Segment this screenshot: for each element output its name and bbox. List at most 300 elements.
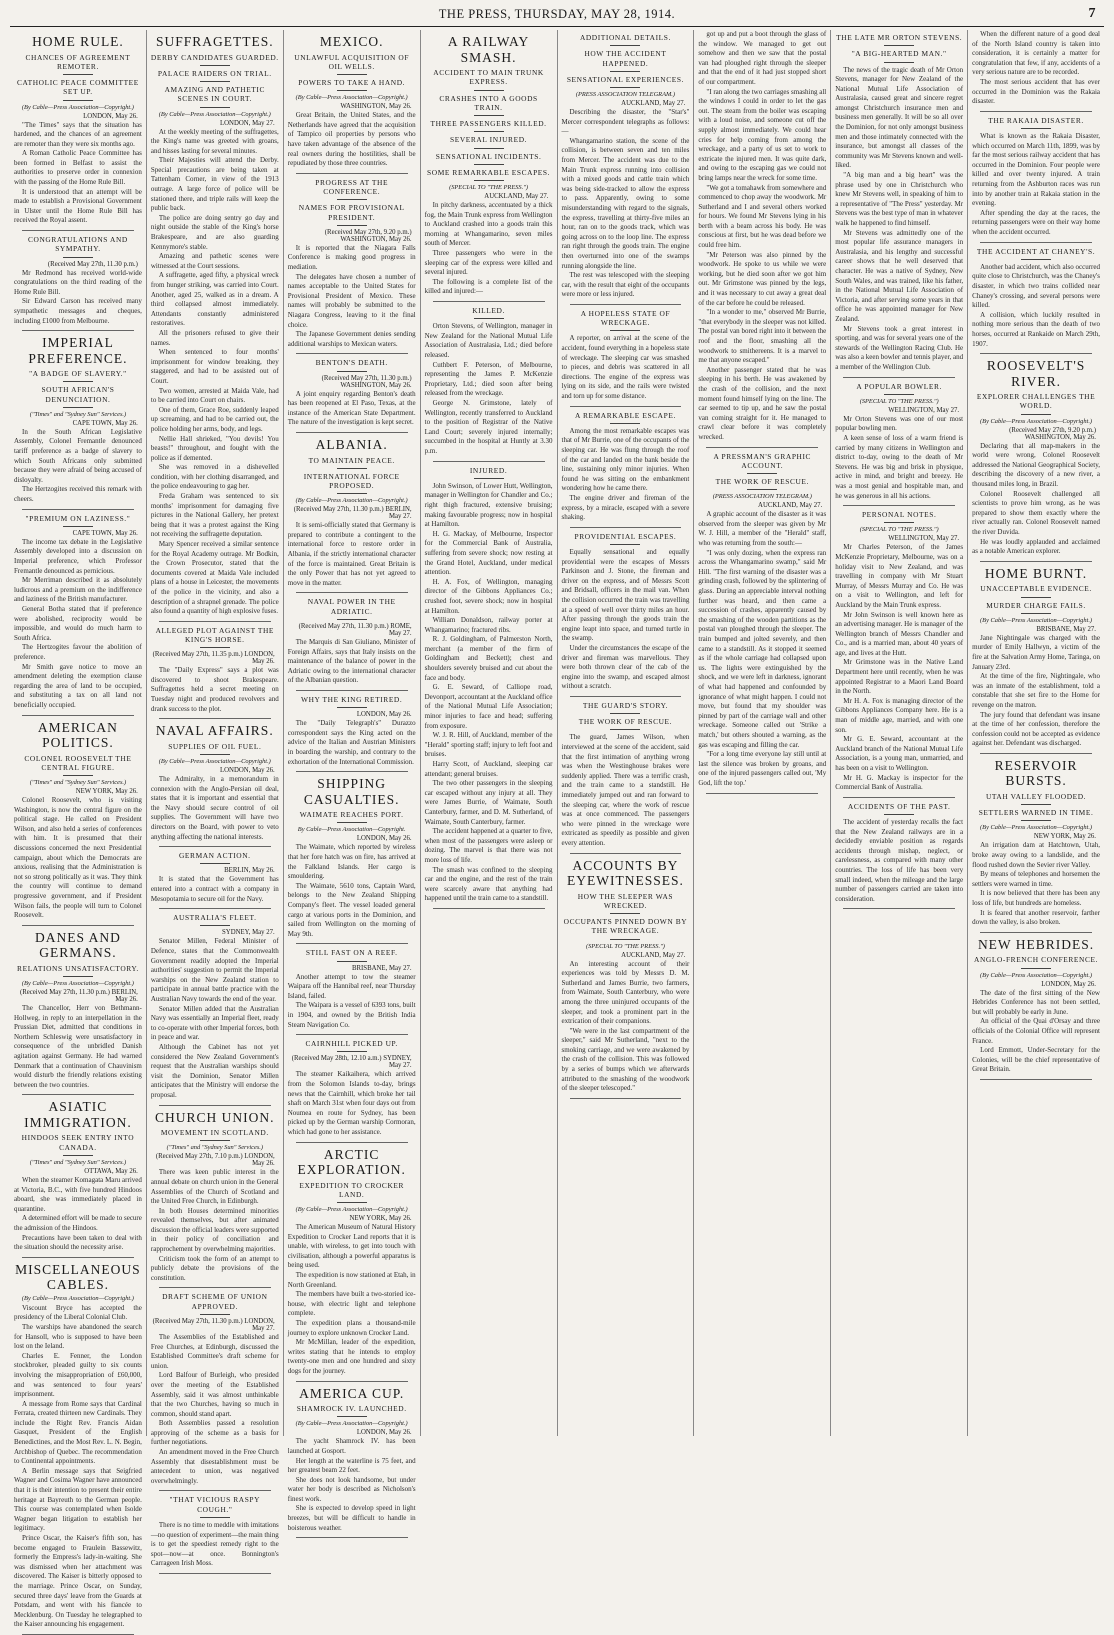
- article-paragraph: The accident of yesterday recalls the fact that the New Zealand railways are in a decidedly enviable position as regards accidents through mishap, neglect, or carelessness, as compared with many other countries. The loss of life has been very small indeed, when the mileage and the large number of passengers carried are taken into consideration.: [835, 818, 964, 903]
- article-paragraph: H. A. Fox, of Wellington, managing director of the Gibbons Appliances Co.; crushed foot, severe shock; now in hospital at Hamilton.: [424, 577, 553, 615]
- article-subheading: RELATIONS UNSATISFACTORY.: [17, 963, 139, 973]
- divider: [747, 473, 777, 474]
- article-subheading: ACCIDENT TO MAIN TRUNK EXPRESS.: [433, 68, 544, 87]
- article-paragraph: W. J. R. Hill, of Auckland, member of the "Herald" sporting staff; injury to left foot and bruises.: [424, 731, 553, 759]
- article-paragraph: H. G. Mackay, of Melbourne, Inspector for the Commercial Bank of Australia, suffering from severe shock; now resting at the Grand Hotel, Auckland, under medical attention.: [424, 529, 553, 577]
- article-paragraph: It is semi-officially stated that Germany is prepared to contribute a contingent to the international force to restore order in Albania, if the strictly international character of the force is maintained. Great Britain is the only Power that has not yet agreed to move in the matter.: [287, 521, 416, 587]
- article-separator: [980, 932, 1092, 933]
- article-separator: [433, 301, 545, 302]
- article-dateline: NEW YORK, May 26.: [349, 1215, 412, 1223]
- article: [972, 758, 1100, 933]
- article-subheading: HINDOOS SEEK ENTRY INTO CANADA.: [21, 1133, 135, 1152]
- article-paragraph: The Hertzogites received this remark with cheers.: [14, 485, 142, 504]
- article-separator: [22, 330, 134, 331]
- article-headline: AMERICA CUP.: [299, 1385, 405, 1401]
- article-paragraph: "I was only dozing, when the express ran across the Whangamarino swamp," said Mr Hill. "The first warning of the disaster was a grinding crash, followed by the splintering of glass. During an appreciable interval nothing further was heard, and then came a succession of crashes, apparently caused by the smashing of the wooden partitions as the postal van ploughed through the sleeper. The train bumped and jolted severely, and then came to a standstill. As it stopped it seemed as if the whole carriage had collapsed upon us. The lights were extinguished by the shock, and we were left in darkness, ignorant of what had happened and confounded by ignorance of what might happen. I could not move, but found that my shoulder was pinned by part of the carriage wall and other wreckage. Someone called out 'Strike a match,' but others shouted a warning, as the gas was escaping and filling the car.: [698, 548, 827, 749]
- article: [425, 306, 553, 462]
- article-credit: (By Cable—Press Association—Copyright.): [295, 1420, 408, 1428]
- divider: [747, 489, 777, 490]
- article-paragraph: A message from Rome says that Cardinal Ferrata, created thirteen new Cardinals. They include the Right Rev. Francis Aidan Gasquet, President of the English Benedictines, and the Most Rev. L. N. Begin, Archbishop of Quebec. The recommendation to Continental appointments.: [14, 1399, 142, 1466]
- article-credit: (SPECIAL TO "THE PRESS."): [859, 526, 939, 534]
- article-paragraph: Harry Scott, of Auckland, sleeping car attendant; general bruises.: [424, 760, 553, 778]
- article: [288, 178, 416, 355]
- article-headline: ARCTIC EXPLORATION.: [297, 1146, 406, 1178]
- article-paragraph: The Japanese Government denies sending additional warships to Mexican waters.: [287, 330, 416, 348]
- article-separator: [980, 1079, 1092, 1080]
- divider: [1021, 597, 1051, 598]
- article-paragraph: A determined effort will be made to secure the admission of the Hindoos.: [14, 1214, 142, 1232]
- article: [151, 913, 279, 1105]
- article-paragraph: "A big man and a big heart" was the phrase used by one in Christchurch who knew Mr Stevens well, in speaking of him to a representative of "The Press" yesterday. Mr Stevens was the best type of man in whatever walk he happened to find himself.: [835, 171, 964, 227]
- divider: [474, 115, 504, 116]
- article-paragraph: Her length at the waterline is 75 feet, and her greatest beam 22 feet.: [287, 1456, 416, 1475]
- article-dateline: AUCKLAND, May 27.: [621, 100, 686, 107]
- article-headline: NAVAL AFFAIRS.: [155, 723, 274, 739]
- article-paragraph: It is feared that another reservoir, farther down the valley, is also broken.: [972, 908, 1100, 927]
- article-subheading: DERBY CANDIDATES GUARDED.: [150, 52, 279, 62]
- article-paragraph: Precautions have been taken to deal with the situation should the necessity arise.: [14, 1233, 142, 1252]
- article-paragraph: The American Museum of Natural History Expedition to Crocker Land reports that it is unable, with wireless, to get into touch with civilisation, although a powerful apparatus is being used.: [287, 1223, 416, 1270]
- article: [562, 309, 690, 407]
- article-subheading: THREE PASSENGERS KILLED.: [430, 119, 547, 129]
- article-paragraph: Describing the disaster, the "Star's" Mercer correspondent telegraphs as follows:—: [561, 108, 690, 136]
- divider: [610, 45, 640, 46]
- article-paragraph: Cuthbert F. Peterson, of Melbourne, representing the James P. McKenzie Proprietary, Ltd.; died soon after being released from the wreckage.: [424, 360, 553, 398]
- article-separator: [22, 925, 134, 926]
- newspaper-columns: [10, 30, 1104, 1629]
- article: [288, 1039, 416, 1142]
- article-subheading: SENSATIONAL EXPERIENCES.: [566, 74, 685, 84]
- article-paragraph: Colonel Roosevelt challenged all scientists to prove him wrong, as he was prepared to show them exactly where the river actually ran. Colonel Roosevelt named the river Duvida.: [972, 489, 1100, 536]
- article-subheading: HOW THE SLEEPER WAS WRECKED.: [577, 891, 674, 910]
- article-paragraph: When the different nature of a good deal of the North Island country is taken into consideration, it is certainly a matter for congratulation that few, if any, accidents of a very serious nature are to be recorded.: [972, 30, 1100, 77]
- article-paragraph: Mr H. G. Mackay is inspector for the Commercial Bank of Australia.: [835, 773, 964, 792]
- article: [562, 532, 690, 697]
- article-paragraph: Equally sensational and equally providential were the escapes of Messrs Parkinson and J. Stone, the fireman and driver on the express, and of Messrs Scott and Bridsall, officers in the mail van. When the collision occurred the train was travelling at a speed of well over thirty miles an hour. After passing through the goods train the engine leapt into space, and turned turtle in the swamp.: [561, 547, 690, 643]
- article-separator: [159, 1573, 271, 1574]
- article: [698, 452, 826, 794]
- article-subheading: THE WORK OF RESCUE.: [715, 477, 809, 487]
- article-dateline: LONDON, May 26.: [83, 112, 138, 120]
- divider: [474, 478, 504, 479]
- article-subheading: SENSATIONAL INCIDENTS.: [435, 151, 542, 161]
- article: [151, 851, 279, 909]
- article-paragraph: There is no time to meddle with imitations—no question of experiment—the main thing is to get the speediest remedy right to the spot—now—at once. Bonnington's Carrageen Irish Moss.: [150, 1520, 279, 1568]
- newspaper-column: [831, 30, 968, 1436]
- article-headline: ASIATIC IMMIGRATION.: [24, 1099, 132, 1130]
- article-separator: [296, 690, 408, 691]
- article: [288, 1147, 416, 1382]
- article-separator: [296, 432, 408, 433]
- article-separator: [22, 1257, 134, 1258]
- article-credit: (PRESS ASSOCIATION TELEGRAM.): [712, 493, 812, 501]
- divider: [63, 526, 93, 527]
- article-paragraph: At the time of the fire, Nightingale, who was an inmate of the establishment, told a constable that she set fire to the Home for revenge on the matron.: [972, 672, 1100, 709]
- article-paragraph: The police are doing sentry go day and night outside the stable of the King's horse Brakespeare, and are also guarding Kennymore's stable.: [150, 213, 279, 251]
- article-paragraph: "We were in the last compartment of the sleeper," said Mr Sutherland, "next to the smoking carriage, and we were awakened by the crash of the collision. This was followed by a series of bumps which we afterwards attributed to the smashing of the woodwork of the sleeper telescoped.": [561, 1026, 690, 1093]
- article-dateline: (Received May 27th, 7.10 p.m.) LONDON, May 26.: [155, 1153, 275, 1168]
- article-paragraph: The Hertzogites favour the abolition of preference.: [14, 643, 142, 662]
- divider: [610, 87, 640, 88]
- article-subheading: "A BADGE OF SLAVERY.": [29, 369, 127, 379]
- article-subheading: OCCUPANTS PINNED DOWN BY THE WRECKAGE.: [563, 917, 688, 936]
- article: [698, 30, 826, 448]
- article-paragraph: Mr Smith gave notice to move an amendment deleting the exemption clause regarding the area of land to be occupied, and substituting a tax on all land not beneficially occupied.: [14, 662, 142, 709]
- article: [14, 335, 142, 510]
- article-paragraph: An amendment moved in the Free Church Assembly that disestablishment must be antecedent to union, was negatived overwhelmingly.: [150, 1448, 279, 1485]
- divider: [63, 976, 93, 977]
- article-paragraph: "Mr Peterson was also pinned by the woodwork. He spoke to us while we were working, but he died soon after we got him out. Mr Grimstone was pinned by the legs, and it was necessary to cut away a great deal of the car before he could be released.: [698, 250, 827, 307]
- article-credit: By Cable—Press Association—Copyright.: [297, 826, 406, 834]
- newspaper-column: [147, 30, 284, 1568]
- article-separator: [706, 447, 818, 448]
- article-separator: [296, 1034, 408, 1035]
- article-paragraph: The "Daily Express" says a plot was discovered to shoot Brakespeare. Suffragettes held a secret meeting on Tuesday night and produced revolvers and drank success to the plot.: [150, 666, 279, 713]
- article-dateline: BRISBANE, May 27.: [351, 964, 412, 972]
- article-separator: [570, 696, 682, 697]
- article-separator: [843, 377, 955, 378]
- article: [151, 34, 279, 622]
- article-credit: (By Cable—Press Association—Copyright.): [158, 758, 271, 766]
- article-separator: [296, 943, 408, 944]
- article-credit: (SPECIAL TO "THE PRESS."): [449, 184, 529, 192]
- article-dateline: (Received May 27th, 9.20 p.m.) WASHINGTON, May 26.: [1009, 426, 1096, 441]
- article: [14, 235, 142, 331]
- article-separator: [980, 242, 1092, 243]
- article-paragraph: Two women, arrested at Maida Vale, had to be carried into Court on chairs.: [150, 386, 279, 405]
- divider: [337, 74, 367, 75]
- divider: [337, 707, 367, 708]
- divider: [884, 394, 914, 395]
- divider: [200, 754, 230, 755]
- article-paragraph: Nellie Hall shrieked, "You devils! You beasts!" throughout, and fought with the police as if demented.: [150, 434, 279, 462]
- newspaper-column: [10, 30, 147, 1629]
- article-paragraph: Mary Spencer received a similar sentence for the Royal Academy outrage. Mr Bodkin, the Crown Prosecutor, stated that the documents covered at Maida Vale included plans of a house in Leicester, the movements of the police in the vicinity, and also a description of a shrapnel grenade. The police also found a quantity of high explosive fuses.: [150, 540, 279, 616]
- article: [972, 247, 1100, 355]
- newspaper-column: [558, 30, 695, 1436]
- article-paragraph: A keen sense of loss of a warm friend is carried by many citizens in Wellington and district to-day, owing to the death of Mr Stevens. He was big and brisk in physique, active in mind, and bright and breezy. He was a most genial and hospitable man, and he was generous in all his actions.: [835, 433, 964, 500]
- article-paragraph: The most serious accident that has ever occurred in the Dominion was the Rakaia disaster.: [972, 77, 1100, 106]
- article-paragraph: What is known as the Rakaia Disaster, which occurred on March 11th, 1899, was by far the most serious railway accident that has occurred in the Dominion. Four people were killed and over twenty injured. A train returning from the Ashburton races was run into by another train at Rakaia station in the evening.: [972, 132, 1100, 208]
- article-separator: [159, 1105, 271, 1106]
- article-paragraph: Mr Merriman described it as absolutely ludicrous and a premium on the indifference and laziness of the British manufacturer.: [14, 576, 142, 604]
- article-subheading: ACCIDENTS OF THE PAST.: [847, 801, 951, 811]
- divider: [63, 1155, 93, 1156]
- article-paragraph: G. E. Seward, of Calliope road, Devonport, accountant at the Auckland office of the National Mutual Life Association; minor injuries to face and head; suffering from exposure.: [424, 683, 553, 730]
- article-paragraph: "In a wonder to me," observed Mr Burrie, "that everybody in the sleeper was not killed. The postal van bored right into it between the roof and the floor, smashing all the woodwork to smithereens. It is a marvel to me that anyone escaped.": [698, 308, 827, 365]
- article-paragraph: Orton Stevens, of Wellington, manager in New Zealand for the National Mutual Life Association of Australasia, Ltd.; died before released.: [424, 322, 553, 359]
- article-subheading: PERSONAL NOTES.: [861, 510, 937, 520]
- article-subheading: STILL FAST ON A REEF.: [305, 948, 398, 958]
- article-paragraph: The news of the tragic death of Mr Orton Stevens, manager for New Zealand of the National Mutual Life Association of Australasia, caused great and sincere regret amongst Christchurch insurance men and business men generally. It will be so all over the Dominion, for not only amongst business men and those intimately connected with the insurance, but amongst all classes of the community was Mr Stevens known and well-liked.: [835, 65, 964, 170]
- article-paragraph: Charles E. Fenner, the London stockbroker, pleaded guilty to six counts involving the misappropriation of £60,000, and was sentenced to four years' imprisonment.: [14, 1351, 142, 1399]
- article: [14, 930, 142, 1096]
- article-paragraph: A graphic account of the disaster as it was observed from the sleeper was given by Mr W. J. Hill, a member of the "Herald" staff, who was returning from the south:—: [698, 510, 827, 548]
- article-subheading: UTAH VALLEY FLOODED.: [985, 791, 1087, 801]
- article-separator: [433, 908, 545, 909]
- article-subheading: WHY THE KING RETIRED.: [301, 694, 403, 704]
- article-separator: [296, 592, 408, 593]
- article: [835, 33, 963, 378]
- article-paragraph: The members have built a two-storied ice-house, with electric light and telephone complete.: [287, 1290, 416, 1318]
- article-paragraph: Mr Grimstone was in the Native Land Department here until recently, when he was appointed Registrar to a Maori Land Board in the North.: [835, 658, 964, 696]
- article-separator: [570, 853, 682, 854]
- divider: [200, 647, 230, 648]
- article-subheading: SEVERAL INJURED.: [450, 135, 528, 145]
- article: [562, 411, 690, 528]
- article-paragraph: A collision, which luckily resulted in nothing more serious than the death of two horses, occurred at Rankaide on March 29th, 1907.: [972, 310, 1100, 348]
- divider: [200, 1517, 230, 1518]
- article-separator: [706, 793, 818, 794]
- article-paragraph: At the weekly meeting of the suffragettes, the King's name was greeted with groans, and hisses lasting for several minutes.: [150, 127, 279, 155]
- article-paragraph: All the prisoners refused to give their names.: [150, 328, 279, 347]
- divider: [337, 619, 367, 620]
- article-separator: [570, 406, 682, 407]
- article-headline: NEW HEBRIDES.: [977, 936, 1095, 952]
- article-paragraph: The steamer Kaikaihera, which arrived from the Solomon Islands to-day, brings news that the Cairnhill, which broke her tail shaft on March 31st when four days out from Noumea en route for Sydney, has been picked up by the German warship Cormoran, which had gone to her assistance.: [287, 1070, 416, 1136]
- article-subheading: SHAMROCK IV. LAUNCHED.: [296, 1404, 407, 1414]
- article-paragraph: Lord Balfour of Burleigh, who presided over the meeting of the Established Assembly, said it was almost unthinkable that the two Churches, having so much in common, should stand apart.: [150, 1371, 279, 1418]
- article-separator: [159, 718, 271, 719]
- article-paragraph: The expedition is now stationed at Etah, in North Greenland.: [287, 1271, 416, 1289]
- article-headline: RESERVOIR BURSTS.: [994, 757, 1078, 789]
- article-paragraph: The Waimate, which reported by wireless that her fore hatch was on fire, has arrived at the Falkland Islands. Her cargo is smouldering.: [287, 843, 416, 881]
- article-dateline: AUCKLAND, May 27.: [758, 502, 823, 510]
- article-paragraph: Mr Stevens was admittedly one of the most popular life assurance managers in Australasia, and his lengthy and successful career shows that he well deserved that character. He was a native of Sydney, New South Wales, and was trained, like his father, in the National Mutual Life Association of Victoria, and after serving some years in that office he was appointed manager for New Zealand.: [835, 228, 964, 323]
- divider: [1021, 804, 1051, 805]
- article-headline: HOME BURNT.: [984, 565, 1088, 581]
- article-subheading: SUPPLIES OF OIL FUEL.: [168, 741, 262, 751]
- article-headline: ROOSEVELT'S RIVER.: [986, 358, 1086, 389]
- article-subheading: UNACCEPTABLE EVIDENCE.: [980, 584, 1092, 594]
- divider: [63, 100, 93, 101]
- article-separator: [433, 461, 545, 462]
- divider: [474, 90, 504, 91]
- divider: [337, 468, 367, 469]
- article-subheading: A REMARKABLE ESCAPE.: [574, 410, 676, 420]
- article-paragraph: He was loudly applauded and acclaimed as a notable American explorer.: [972, 537, 1100, 556]
- article-subheading: SOME REMARKABLE ESCAPES.: [427, 167, 551, 177]
- divider: [610, 544, 640, 545]
- article-credit: ("Times" and "Sydney Sun" Services.): [29, 779, 127, 787]
- article-subheading: BENTON'S DEATH.: [315, 358, 388, 368]
- divider: [200, 65, 230, 66]
- article-paragraph: An interesting account of their experiences was told by Messrs D. M. Sutherland and James Burrie, two farmers, from Waimate, South Canterbury, who were among the three uninjured occupants of the sleeper, and took a prominent part in the extrication of their companions.: [561, 959, 690, 1026]
- article-dateline: AUCKLAND, May 27.: [484, 193, 549, 201]
- article-credit: (By Cable—Press Association—Copyright.): [980, 417, 1093, 425]
- article-paragraph: The engine driver and fireman of the express, by a miracle, escaped with a severe shaking.: [561, 493, 690, 522]
- article-paragraph: Whangamarino station, the scene of the collision, is between seven and ten miles from Mercer. The accident was due to the Main Trunk express running into collision with a mixed goods and cattle train which was being side-tracked to allow the express to pass. Apparently, owing to some misunderstanding with regard to the signals, the express, travelling at thirty-five miles an hour, ran on to the goods track, which was going across on to the loop line. The express ran right through the goods train. The engine then overturned into one of the swamps running alongside the line.: [561, 136, 690, 270]
- article-paragraph: Amazing and pathetic scenes were witnessed at the Court sessions.: [150, 252, 279, 270]
- article-subheading: GERMAN ACTION.: [178, 851, 251, 861]
- article-paragraph: The Marquis di San Giuliano, Minister of Foreign Affairs, says that Italy insists on the maintenance of the balance of power in the Adriatic owing to the international character of the Albanian question.: [287, 637, 416, 685]
- divider: [610, 913, 640, 914]
- article-paragraph: Both Assemblies passed a resolution approving of the scheme as a basis for further negotiations.: [150, 1419, 279, 1447]
- divider: [474, 318, 504, 319]
- article-subheading: DRAFT SCHEME OF UNION APPROVED.: [162, 1292, 268, 1311]
- article-paragraph: It is stated that the Government has entered into a contract with a company in Mesopotamia to secure oil for the Navy.: [150, 875, 279, 903]
- divider: [474, 164, 504, 165]
- article-paragraph: The accident happened at a quarter to five, when most of the passengers were asleep or dozing. The marvel is that there was not more loss of life.: [424, 827, 553, 864]
- article-separator: [980, 353, 1092, 354]
- divider: [1021, 414, 1051, 415]
- article-dateline: CAPE TOWN, May 26.: [72, 419, 138, 427]
- article-paragraph: The warships have abandoned the search for Hansoll, who is supposed to have been lost on the Ieland.: [14, 1322, 142, 1351]
- article-separator: [22, 230, 134, 231]
- article: [972, 566, 1100, 754]
- article-headline: HOME RULE.: [32, 34, 124, 49]
- divider: [1021, 259, 1051, 260]
- article-credit: (By Cable—Press Association—Copyright.): [21, 103, 134, 111]
- article-headline: CHURCH UNION.: [155, 1109, 275, 1125]
- article-paragraph: Prince Oscar, the Kaiser's fifth son, has become engaged to Fraulein Bassewitz, formerly the Empress's lady-in-waiting. She was dismissed when her attachment was discovered. The Kaiser is bitterly opposed to the marriage. Prince Oscar, on Sunday, secured three days' leave from the Guards at Potsdam, and went with his fiancée to Mecklenburg. On Tuesday he telegraphed to the Kaiser announcing his engagement.: [14, 1534, 142, 1629]
- divider: [474, 180, 504, 181]
- article-subheading: AUSTRALIA'S FLEET.: [173, 913, 257, 923]
- article-separator: [980, 561, 1092, 562]
- article: [425, 466, 553, 909]
- article-paragraph: Among the most remarkable escapes was that of Mr Burrie, one of the occupants of the sleeping car. He was flung through the roof of the car and landed on the bank beside the line, sustaining only minor injuries. When found he was sitting on the embankment wondering how he came there.: [561, 426, 690, 493]
- divider: [337, 90, 367, 91]
- article: [14, 1099, 142, 1257]
- article-subheading: "A BIG-HEARTED MAN.": [851, 49, 947, 59]
- article-paragraph: The guard, James Wilson, when interviewed at the scene of the accident, said that the first intimation of anything wrong was when the Westinghouse brakes were suddenly applied. There was a terrific crash, and the train came to a standstill. He immediately jumped out and ran forward to the sleeping car, where the work of rescue was at once commenced. The passengers who were pinned in the wreckage were extricated as speedily as possible and given every attention.: [561, 733, 690, 847]
- article-credit: (By Cable—Press Association—Copyright.): [21, 1294, 134, 1302]
- divider: [63, 74, 93, 75]
- article-subheading: ANGLO-FRENCH CONFERENCE.: [974, 955, 1099, 965]
- article-credit: (SPECIAL TO "THE PRESS."): [859, 397, 939, 405]
- article-headline: AMERICAN POLITICS.: [37, 719, 118, 751]
- divider: [610, 713, 640, 714]
- article-subheading: PALACE RAIDERS ON TRIAL.: [157, 68, 272, 78]
- article-paragraph: Mr Charles Peterson, of the James McKenzie Proprietary, Melbourne, was on a holiday visit to New Zealand, and was travelling in company with Mr Stuart Murray, of Messrs Murray and Co. He was on a visit to Wellington, and left for Auckland by the Main Trunk express.: [835, 543, 964, 609]
- article-dateline: (Received May 27th, 11.30 p.m.) LONDON, May 27.: [152, 1317, 275, 1332]
- article-credit: ("Times" and "Sydney Sun" Services.): [166, 1144, 264, 1152]
- article-paragraph: got up and put a boot through the glass of the window. We managed to get out somehow and then we saw that the postal van had ploughed right through the sleeper and that the end of it had just stopped short of our compartment.: [698, 30, 827, 86]
- article-subheading: THE LATE MR ORTON STEVENS.: [836, 33, 963, 42]
- article-subheading: "THAT VICIOUS RASPY COUGH.": [169, 1495, 261, 1514]
- article-separator: [980, 753, 1092, 754]
- article-credit: (By Cable—Press Association—Copyright.): [980, 616, 1093, 624]
- article-credit: (By Cable—Press Association—Copyright.): [295, 94, 408, 102]
- divider: [610, 939, 640, 940]
- article: [151, 1495, 279, 1573]
- article-subheading: "PREMIUM ON LAZINESS.": [25, 513, 131, 523]
- article-paragraph: A reporter, on arrival at the scene of the accident, found everything in a hopeless state of wreckage. The sleeping car was smashed to pieces, and debris was scattered in all directions. The engine of the express was lying on its side, and the rails were twisted and torn up for some distance.: [561, 334, 690, 400]
- divider: [884, 45, 914, 46]
- article: [425, 34, 553, 302]
- article-subheading: THE ACCIDENT AT CHANEY'S.: [976, 246, 1096, 256]
- article-paragraph: The Chancellor, Herr von Bethmann-Hollweg, in reply to an interpellation in the Prussian Diet, admitted that conditions in Northern Schleswig were unsatisfactory in consequence of the unbridled Danish agitation against Germany. He had warned Denmark that a continuation of Chauvinism would disturb the friendly relations existing between the two countries.: [14, 1004, 142, 1089]
- divider: [200, 863, 230, 864]
- article-paragraph: The Waimate, 5610 tons, Captain Ward, belongs to the New Zealand Shipping Company's fleet. The vessel loaded general cargo at various ports in the Dominion, and sailed from Wellington on the morning of May 9th.: [287, 881, 416, 938]
- divider: [200, 1140, 230, 1141]
- newspaper-column: [694, 30, 831, 1436]
- divider: [610, 729, 640, 730]
- article-paragraph: The expedition plans a thousand-mile journey to explore unknown Crocker Land.: [287, 1319, 416, 1337]
- divider: [474, 131, 504, 132]
- article-headline: SUFFRAGETTES.: [155, 34, 274, 49]
- divider: [200, 925, 230, 926]
- article-paragraph: Viscount Bryce has accepted the presidency of the Liberal Colonial Club.: [14, 1303, 142, 1322]
- article-paragraph: The following is a complete list of the killed and injured:—: [424, 277, 553, 296]
- article-separator: [296, 1537, 408, 1538]
- article: [288, 776, 416, 944]
- article-dateline: (Received May 27th, 11.30 p.m.) WASHINGTON, May 26.: [321, 374, 412, 389]
- article: [14, 34, 142, 231]
- article-paragraph: "I ran along the two carriages smashing all the windows I could in order to let the gas out. The steam from the boiler was escaping with a loud noise, and someone cut off the supply almost immediately. We could hear cries for help coming from among the wreckage, and a party of us set to work to extricate the injured men. It was quite dark, and owing to the escaping gas we could not bring lamps near the wreck for some time.: [698, 87, 827, 182]
- article-separator: [570, 527, 682, 528]
- article-paragraph: Mr John Swinson is well known here as an advertising manager. He is manager of the Wellington branch of Messrs Chandler and Co., and is a married man, about 40 years of age, and lives at the Hutt.: [835, 610, 964, 657]
- article: [562, 858, 690, 1099]
- newspaper-column: [968, 30, 1104, 1436]
- article-subheading: HOW THE ACCIDENT HAPPENED.: [584, 49, 667, 68]
- article-subheading: EXPEDITION TO CROCKER LAND.: [299, 1180, 405, 1199]
- article-paragraph: The date of the first sitting of the New Hebrides Conference has not been settled, but will probably be early in June.: [972, 988, 1100, 1016]
- article-paragraph: Another passenger stated that he was sleeping in his berth. He was awakened by the crash of the collision, and the next moment found himself lying on the line. The car seemed to tip up, and he saw the postal van coming straight for it. He managed to crawl clear before it was completely wrecked.: [698, 365, 827, 441]
- article-paragraph: In the South African Legislative Assembly, Colonel Fremantle denounced tariff preference as a badge of slavery to which South Africans only submitted because they were afraid of being accused of disloyalty.: [14, 427, 142, 484]
- divider: [337, 822, 367, 823]
- divider: [1021, 820, 1051, 821]
- divider: [610, 423, 640, 424]
- article-subheading: TO MAINTAIN PEACE.: [308, 455, 395, 465]
- article-separator: [570, 304, 682, 305]
- divider: [63, 407, 93, 408]
- article: [288, 695, 416, 772]
- article-subheading: CATHOLIC PEACE COMMITTEE SET UP.: [16, 78, 139, 97]
- divider: [610, 71, 640, 72]
- article-dateline: OTTAWA, May 26.: [84, 1167, 138, 1175]
- article: [835, 802, 963, 910]
- divider: [610, 330, 640, 331]
- article: [151, 1110, 279, 1289]
- article-paragraph: It is now believed that there has been any loss of life, but hundreds are homeless.: [972, 889, 1100, 908]
- article-dateline: (Received May 28th, 12.10 a.m.) SYDNEY, May 27.: [291, 1055, 412, 1070]
- article-paragraph: The yacht Shamrock IV. has been launched at Gosport.: [287, 1437, 416, 1455]
- article-paragraph: Although the Cabinet has not yet considered the New Zealand Government's request that the Australian warships should visit the Dominion, Senator Millen anticipates that the Ministry will endorse the proposal.: [150, 1043, 279, 1099]
- article-dateline: WELLINGTON, May 27.: [888, 535, 960, 543]
- article-paragraph: Under the circumstances the escape of the driver and fireman was marvellous. They were both thrown clear of the cab of the engine into the swamp, and escaped almost without a scratch.: [561, 643, 690, 691]
- article-separator: [296, 173, 408, 174]
- article-paragraph: Mr McMillan, leader of the expedition, writes stating that he intends to employ twenty-one men and one hundred and sixty dogs for the journey.: [287, 1338, 416, 1375]
- masthead-title: THE PRESS, THURSDAY, MAY 28, 1914.: [438, 7, 676, 21]
- article-separator: [296, 771, 408, 772]
- article-paragraph: The Admiralty, in a memorandum in connexion with the Anglo-Persian oil deal, states that it is important and essential that the Navy should secure control of oil supplies. The Government will have two directors on the Board, with power to veto anything affecting the national interests.: [150, 775, 279, 841]
- divider: [1021, 128, 1051, 129]
- article: [151, 1292, 279, 1491]
- article-separator: [159, 908, 271, 909]
- article: [835, 382, 963, 507]
- article: [972, 358, 1100, 562]
- article-paragraph: The rest was telescoped with the sleeping car, with the result that eight of the occupants were more or less injured.: [561, 271, 690, 299]
- article-paragraph: Mr Redmond has received world-wide congratulations on the third reading of the Home Rule Bill.: [14, 268, 142, 296]
- article-paragraph: When the steamer Komagata Maru arrived at Victoria, B.C., with five hundred Hindoos aboard, she was immediately placed in quarantine.: [14, 1175, 142, 1213]
- article-headline: IMPERIAL PREFERENCE.: [28, 335, 128, 366]
- article-paragraph: An irrigation dam at Hatchtown, Utah, broke away owing to a landslide, and the flood rushed down the Sevier river Valley.: [972, 841, 1100, 869]
- page-number: 7: [1088, 6, 1096, 21]
- article: [14, 1262, 142, 1635]
- article-paragraph: The two other passengers in the sleeping car escaped without any injury at all. They were James Burrie, of Waimate, South Canterbury, farmer, and D. M. Sutherland, of Waimate, South Canterbury, farmer.: [424, 779, 553, 826]
- article-paragraph: The "Daily Telegraph's" Durazzo correspondent says the King acted on the advice of the Italian and Austrian Ministers in boarding the warship, and contrary to the exhortation of the International Commission.: [287, 719, 416, 766]
- article-dateline: NEW YORK, May 26.: [75, 788, 138, 796]
- article-paragraph: John Swinson, of Lower Hutt, Wellington, manager in Wellington for Chandler and Co.; right thigh fractured, extensive bruising; making favourable progress; now in hospital at Hamilton.: [424, 481, 553, 529]
- article-paragraph: She does not look handsome, but under water her body is described as Nicholson's finest work.: [287, 1475, 416, 1503]
- article: [288, 597, 416, 690]
- article-paragraph: Their Majesties will attend the Derby. Special precautions are being taken at Tattenham Corner, in view of the 1913 outrage. A large force of police will be stationed there, and triple rails will keep the public back.: [150, 156, 279, 213]
- divider: [200, 81, 230, 82]
- article-headline: A RAILWAY SMASH.: [447, 34, 530, 65]
- article-separator: [159, 1287, 271, 1288]
- article-subheading: A POPULAR BOWLER.: [856, 381, 942, 391]
